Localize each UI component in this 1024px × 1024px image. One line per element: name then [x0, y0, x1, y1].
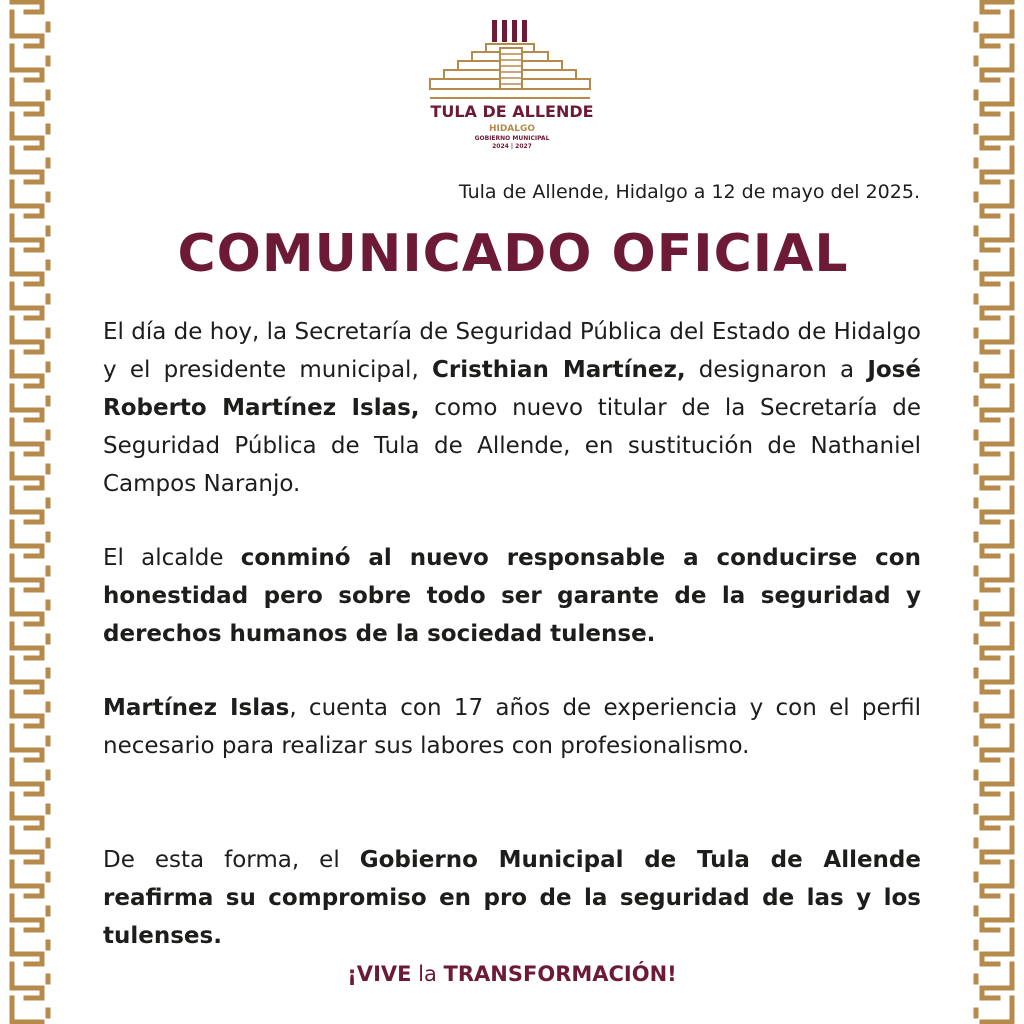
- paragraph-experience: [103, 689, 921, 765]
- text-run: El alcalde: [103, 545, 241, 571]
- paragraph-mayor-statement: [103, 539, 921, 653]
- text-run: como nuevo titular de la Secretaría de Seguridad Pública de Tula de Allende, en sustitución de Nathaniel Campos Naranjo.: [103, 395, 921, 497]
- slogan-transformacion: TRANSFORMACIÓN!: [443, 962, 677, 986]
- slogan-vive: ¡VIVE: [347, 962, 412, 986]
- date-line: Tula de Allende, Hidalgo a 12 de mayo del 2025.: [458, 181, 920, 203]
- bold-run-commitment: Gobierno Municipal de Tula de Allende reafirma su compromiso en pro de la seguridad de las y los tulenses.: [103, 847, 921, 949]
- bold-run-surname: Martínez Islas: [103, 695, 290, 721]
- slogan-la: la: [411, 962, 444, 986]
- bold-run-statement: conminó al nuevo responsable a conducirse con honestidad pero sobre todo ser garante de la seguridad y derechos humanos de la sociedad tulense.: [103, 545, 921, 647]
- bold-run-mayor-name: Cristhian Martínez,: [431, 357, 686, 383]
- paragraph-appointment: [103, 313, 921, 503]
- slogan: [0, 962, 1024, 986]
- logo-term-years: 2024 | 2027: [492, 143, 532, 150]
- paragraph-commitment: [103, 841, 921, 955]
- logo-government-label: GOBIERNO MUNICIPAL: [474, 135, 550, 142]
- municipal-logo: [412, 18, 612, 158]
- right-greca-border: [966, 0, 1022, 1024]
- logo-municipality-name: TULA DE ALLENDE: [430, 102, 594, 121]
- bold-run-new-head-name: José Roberto Martínez Islas,: [103, 357, 921, 421]
- text-run: El día de hoy, la Secretaría de Seguridad Pública del Estado de Hidalgo y el presidente municipal,: [103, 319, 921, 383]
- pyramid-icon: [412, 18, 612, 102]
- left-greca-border: [2, 0, 58, 1024]
- text-run: designaron a: [685, 357, 868, 383]
- logo-state-name: HIDALGO: [488, 124, 536, 134]
- text-run: De esta forma, el: [103, 847, 360, 873]
- text-run: , cuenta con 17 años de experiencia y con el perfil necesario para realizar sus labores con profesionalismo.: [103, 695, 921, 759]
- page-title: COMUNICADO OFICIAL: [177, 224, 849, 284]
